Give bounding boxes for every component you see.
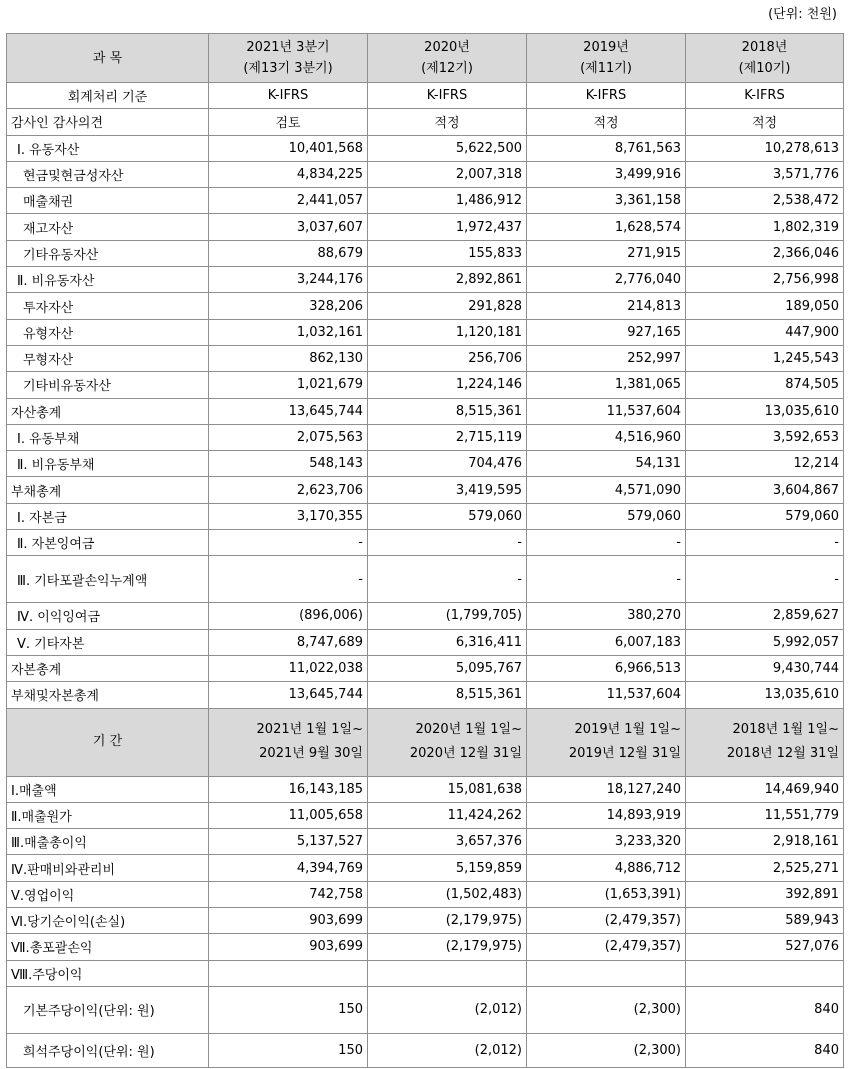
row-label: Ⅰ.매출액 [7, 776, 209, 802]
cell-value: (2,179,975) [368, 908, 527, 934]
row-label: 유형자산 [7, 319, 209, 345]
column-header: 2021년 3분기 (제13기 3분기) [209, 34, 368, 83]
cell-value: 14,469,940 [686, 776, 844, 802]
cell-value: 88,679 [209, 240, 368, 266]
cell-value: 14,893,919 [527, 802, 686, 828]
table-row [7, 802, 844, 828]
table-row [7, 424, 844, 450]
cell-value: 3,657,376 [368, 829, 527, 855]
cell-value: - [527, 556, 686, 603]
cell-value: 2,859,627 [686, 603, 844, 629]
cell-value: 6,007,183 [527, 629, 686, 655]
row-label: 기본주당이익(단위: 원) [7, 986, 209, 1033]
cell-value: (2,012) [368, 1033, 527, 1067]
period-header-label: 기 간 [7, 708, 209, 776]
row-label: Ⅱ. 비유동자산 [7, 267, 209, 293]
cell-value: 1,120,181 [368, 319, 527, 345]
table-row [7, 477, 844, 503]
row-label: 감사인 감사의견 [7, 109, 209, 135]
cell-value: 380,270 [527, 603, 686, 629]
cell-value: 1,021,679 [209, 372, 368, 398]
table-row [7, 372, 844, 398]
row-label: 현금및현금성자산 [7, 161, 209, 187]
cell-value: 3,233,320 [527, 829, 686, 855]
column-header: 2018년 (제10기) [686, 34, 844, 83]
cell-value: 1,224,146 [368, 372, 527, 398]
table-row [7, 682, 844, 708]
cell-value: 2,776,040 [527, 267, 686, 293]
table-row [7, 240, 844, 266]
cell-value: 579,060 [527, 503, 686, 529]
cell-value: 13,035,610 [686, 398, 844, 424]
table-row [7, 881, 844, 907]
cell-value: 2,007,318 [368, 161, 527, 187]
cell-value: (896,006) [209, 603, 368, 629]
row-label: Ⅰ. 유동자산 [7, 135, 209, 161]
cell-value: 11,424,262 [368, 802, 527, 828]
cell-value: 189,050 [686, 293, 844, 319]
cell-value: 328,206 [209, 293, 368, 319]
table-row [7, 655, 844, 681]
row-label: 회계처리 기준 [7, 83, 209, 109]
row-label: Ⅳ. 이익잉여금 [7, 603, 209, 629]
cell-value: 13,035,610 [686, 682, 844, 708]
cell-value: 5,159,859 [368, 855, 527, 881]
table-row [7, 293, 844, 319]
cell-value: 927,165 [527, 319, 686, 345]
cell-value: 862,130 [209, 345, 368, 371]
cell-value: 1,245,543 [686, 345, 844, 371]
cell-value: - [368, 556, 527, 603]
cell-value: K-IFRS [368, 83, 527, 109]
column-header: 2019년 (제11기) [527, 34, 686, 83]
cell-value: 1,972,437 [368, 214, 527, 240]
cell-value: 6,316,411 [368, 629, 527, 655]
table-row [7, 776, 844, 802]
cell-value: 2,075,563 [209, 424, 368, 450]
row-label: Ⅷ.주당이익 [7, 960, 209, 986]
row-label: 기타유동자산 [7, 240, 209, 266]
row-label: Ⅲ. 기타포괄손익누계액 [7, 556, 209, 603]
row-label: 자산총계 [7, 398, 209, 424]
cell-value: 11,005,658 [209, 802, 368, 828]
cell-value: 13,645,744 [209, 682, 368, 708]
cell-value: 54,131 [527, 451, 686, 477]
cell-value: 252,997 [527, 345, 686, 371]
cell-value: (1,799,705) [368, 603, 527, 629]
cell-value: 742,758 [209, 881, 368, 907]
cell-value: (2,300) [527, 1033, 686, 1067]
cell-value: 11,022,038 [209, 655, 368, 681]
table-row [7, 161, 844, 187]
period-header: 2019년 1월 1일~ 2019년 12월 31일 [527, 708, 686, 776]
cell-value: 579,060 [368, 503, 527, 529]
period-header: 2018년 1월 1일~ 2018년 12월 31일 [686, 708, 844, 776]
cell-value: 9,430,744 [686, 655, 844, 681]
cell-value: 1,032,161 [209, 319, 368, 345]
cell-value: 적정 [686, 109, 844, 135]
cell-value: 447,900 [686, 319, 844, 345]
table-row [7, 530, 844, 556]
row-label: Ⅴ. 기타자본 [7, 629, 209, 655]
cell-value: 3,419,595 [368, 477, 527, 503]
cell-value: 5,095,767 [368, 655, 527, 681]
period-header-row [7, 708, 844, 776]
cell-value: 1,381,065 [527, 372, 686, 398]
period-header: 2020년 1월 1일~ 2020년 12월 31일 [368, 708, 527, 776]
cell-value: 874,505 [686, 372, 844, 398]
cell-value: 6,966,513 [527, 655, 686, 681]
row-label: Ⅴ.영업이익 [7, 881, 209, 907]
cell-value [527, 960, 686, 986]
table-row [7, 398, 844, 424]
cell-value: 1,628,574 [527, 214, 686, 240]
cell-value: 214,813 [527, 293, 686, 319]
cell-value: 2,538,472 [686, 188, 844, 214]
cell-value: 3,571,776 [686, 161, 844, 187]
cell-value: (1,653,391) [527, 881, 686, 907]
row-label: Ⅱ.매출원가 [7, 802, 209, 828]
table-row [7, 934, 844, 960]
unit-note: (단위: 천원) [768, 7, 837, 22]
table-row [7, 829, 844, 855]
cell-value: 150 [209, 1033, 368, 1067]
row-label: 기타비유동자산 [7, 372, 209, 398]
cell-value: 10,401,568 [209, 135, 368, 161]
cell-value: - [209, 556, 368, 603]
cell-value: 271,915 [527, 240, 686, 266]
cell-value: 2,918,161 [686, 829, 844, 855]
row-label: 매출채권 [7, 188, 209, 214]
table-row [7, 503, 844, 529]
cell-value: 2,623,706 [209, 477, 368, 503]
row-label: 부채및자본총계 [7, 682, 209, 708]
cell-value: 11,537,604 [527, 398, 686, 424]
cell-value: 903,699 [209, 908, 368, 934]
row-label: Ⅵ.당기순이익(손실) [7, 908, 209, 934]
cell-value: 8,515,361 [368, 682, 527, 708]
row-label: 자본총계 [7, 655, 209, 681]
cell-value: 2,441,057 [209, 188, 368, 214]
cell-value: 4,571,090 [527, 477, 686, 503]
table-row [7, 451, 844, 477]
cell-value: 5,992,057 [686, 629, 844, 655]
cell-value [209, 960, 368, 986]
cell-value: 291,828 [368, 293, 527, 319]
cell-value: 11,551,779 [686, 802, 844, 828]
cell-value: 3,170,355 [209, 503, 368, 529]
cell-value: 13,645,744 [209, 398, 368, 424]
table-header-row [7, 34, 844, 83]
cell-value: 12,214 [686, 451, 844, 477]
cell-value: (2,012) [368, 986, 527, 1033]
cell-value: 4,886,712 [527, 855, 686, 881]
cell-value: 16,143,185 [209, 776, 368, 802]
row-label: 재고자산 [7, 214, 209, 240]
cell-value: 8,747,689 [209, 629, 368, 655]
table-row [7, 1033, 844, 1067]
cell-value: - [686, 530, 844, 556]
row-label: Ⅰ. 유동부채 [7, 424, 209, 450]
table-row [7, 603, 844, 629]
cell-value [686, 960, 844, 986]
table-row [7, 556, 844, 603]
cell-value: 527,076 [686, 934, 844, 960]
cell-value: 579,060 [686, 503, 844, 529]
cell-value: 검토 [209, 109, 368, 135]
financial-summary-table [6, 33, 844, 1068]
cell-value: 8,515,361 [368, 398, 527, 424]
table-row [7, 319, 844, 345]
cell-value: 392,891 [686, 881, 844, 907]
row-label: Ⅳ.판매비와관리비 [7, 855, 209, 881]
row-label: Ⅰ. 자본금 [7, 503, 209, 529]
cell-value: 적정 [368, 109, 527, 135]
cell-value: 3,592,653 [686, 424, 844, 450]
cell-value: (1,502,483) [368, 881, 527, 907]
cell-value: 4,516,960 [527, 424, 686, 450]
row-label: 무형자산 [7, 345, 209, 371]
table-row [7, 629, 844, 655]
cell-value: 150 [209, 986, 368, 1033]
cell-value: 3,499,916 [527, 161, 686, 187]
cell-value: 903,699 [209, 934, 368, 960]
cell-value: 2,366,046 [686, 240, 844, 266]
row-label: 부채총계 [7, 477, 209, 503]
table-row [7, 135, 844, 161]
cell-value: 4,394,769 [209, 855, 368, 881]
cell-value: 256,706 [368, 345, 527, 371]
subject-header: 과 목 [7, 34, 209, 83]
table-row [7, 986, 844, 1033]
cell-value: 840 [686, 986, 844, 1033]
table-row [7, 214, 844, 240]
table-row [7, 345, 844, 371]
cell-value: K-IFRS [686, 83, 844, 109]
row-label: Ⅱ. 자본잉여금 [7, 530, 209, 556]
cell-value: K-IFRS [527, 83, 686, 109]
table-row [7, 960, 844, 986]
column-header: 2020년 (제12기) [368, 34, 527, 83]
table-row [7, 83, 844, 109]
table-row [7, 908, 844, 934]
cell-value: 704,476 [368, 451, 527, 477]
cell-value: 3,604,867 [686, 477, 844, 503]
cell-value: K-IFRS [209, 83, 368, 109]
cell-value: - [686, 556, 844, 603]
cell-value: 3,244,176 [209, 267, 368, 293]
cell-value: - [527, 530, 686, 556]
table-row [7, 109, 844, 135]
cell-value: 1,802,319 [686, 214, 844, 240]
cell-value: 2,892,861 [368, 267, 527, 293]
table-row [7, 267, 844, 293]
cell-value: 5,137,527 [209, 829, 368, 855]
table-row [7, 855, 844, 881]
cell-value: 11,537,604 [527, 682, 686, 708]
cell-value: 3,361,158 [527, 188, 686, 214]
cell-value: 15,081,638 [368, 776, 527, 802]
cell-value: 2,756,998 [686, 267, 844, 293]
cell-value: (2,179,975) [368, 934, 527, 960]
cell-value: 1,486,912 [368, 188, 527, 214]
cell-value: 3,037,607 [209, 214, 368, 240]
row-label: 희석주당이익(단위: 원) [7, 1033, 209, 1067]
cell-value: - [368, 530, 527, 556]
cell-value: 10,278,613 [686, 135, 844, 161]
row-label: 투자자산 [7, 293, 209, 319]
period-header: 2021년 1월 1일~ 2021년 9월 30일 [209, 708, 368, 776]
cell-value: 589,943 [686, 908, 844, 934]
table-row [7, 188, 844, 214]
cell-value: - [209, 530, 368, 556]
cell-value: 8,761,563 [527, 135, 686, 161]
cell-value: 18,127,240 [527, 776, 686, 802]
row-label: Ⅱ. 비유동부채 [7, 451, 209, 477]
cell-value [368, 960, 527, 986]
cell-value: 2,525,271 [686, 855, 844, 881]
cell-value: 548,143 [209, 451, 368, 477]
cell-value: 840 [686, 1033, 844, 1067]
row-label: Ⅶ.총포괄손익 [7, 934, 209, 960]
cell-value: 2,715,119 [368, 424, 527, 450]
row-label: Ⅲ.매출총이익 [7, 829, 209, 855]
cell-value: (2,479,357) [527, 934, 686, 960]
cell-value: 4,834,225 [209, 161, 368, 187]
cell-value: (2,479,357) [527, 908, 686, 934]
cell-value: 155,833 [368, 240, 527, 266]
cell-value: 적정 [527, 109, 686, 135]
cell-value: (2,300) [527, 986, 686, 1033]
cell-value: 5,622,500 [368, 135, 527, 161]
